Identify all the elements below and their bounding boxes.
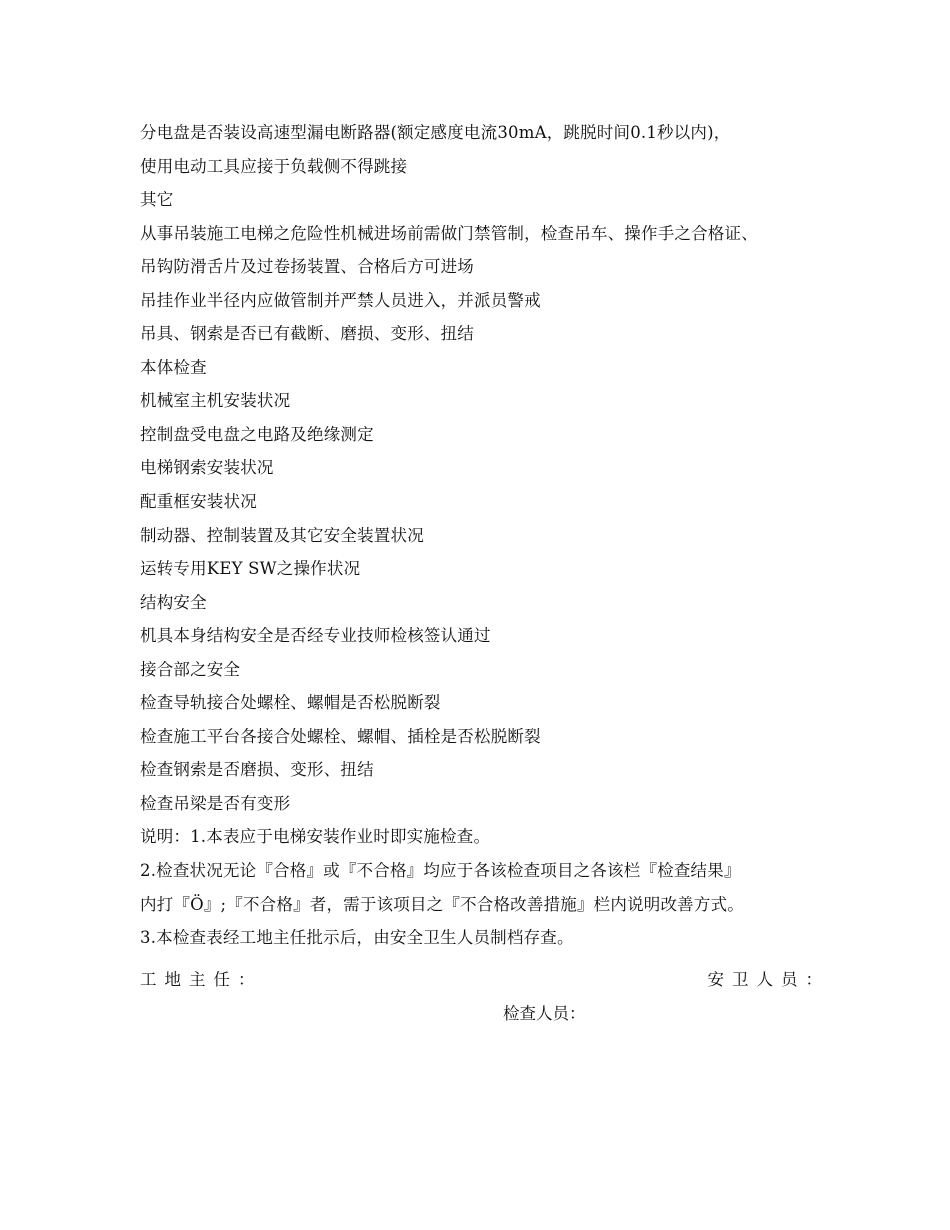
document-body xyxy=(140,116,830,955)
site-director-signature-label: 工地主任： xyxy=(140,970,263,989)
text-line: 吊具、钢索是否已有截断、磨损、变形、扭结 xyxy=(140,324,474,344)
text-line: 吊钩防滑舌片及过卷扬装置、合格后方可进场 xyxy=(140,257,474,277)
text-line: 机具本身结构安全是否经专业技师检核签认通过 xyxy=(140,626,491,646)
inspector-signature-label: 检查人员： xyxy=(503,1004,586,1023)
text-line: 从事吊装施工电梯之危险性机械进场前需做门禁管制，检查吊车、操作手之合格证、 xyxy=(140,223,758,243)
section-heading: 本体检查 xyxy=(140,357,207,377)
text-line: 使用电动工具应接于负载侧不得跳接 xyxy=(140,156,408,176)
text-line: 配重框安装状况 xyxy=(140,492,257,512)
section-heading: 结构安全 xyxy=(140,592,207,612)
note-line: 说明：1.本表应于电梯安装作业时即实施检查。 xyxy=(140,827,491,847)
text-line: 检查施工平台各接合处螺栓、螺帽、插栓是否松脱断裂 xyxy=(140,726,541,746)
section-heading: 接合部之安全 xyxy=(140,659,241,679)
text-line: 制动器、控制装置及其它安全装置状况 xyxy=(140,525,424,545)
text-line: 电梯钢索安装状况 xyxy=(140,458,274,478)
signature-row xyxy=(140,963,830,997)
text-line: 分电盘是否装设高速型漏电断路器(额定感度电流30mA，跳脱时间0.1秒以内)， xyxy=(140,123,731,142)
note-line: 2.检查状况无论『合格』或『不合格』均应于各该检查项目之各该栏『检查结果』 xyxy=(140,861,741,881)
note-line: 3.本检查表经工地主任批示后，由安全卫生人员制档存查。 xyxy=(140,928,574,948)
text-line: 控制盘受电盘之电路及绝缘测定 xyxy=(140,424,374,444)
text-line: 检查钢索是否磨损、变形、扭结 xyxy=(140,760,374,780)
text-line: 吊挂作业半径内应做管制并严禁人员进入，并派员警戒 xyxy=(140,290,541,310)
section-heading: 其它 xyxy=(140,190,174,210)
text-line: 运转专用KEY SW之操作状况 xyxy=(140,559,361,579)
text-line: 机械室主机安装状况 xyxy=(140,391,291,411)
safety-officer-signature-label: 安卫人员： xyxy=(707,970,830,989)
text-line: 检查吊梁是否有变形 xyxy=(140,793,291,813)
note-line: 内打『Ö』;『不合格』者，需于该项目之『不合格改善措施』栏内说明改善方式。 xyxy=(140,894,744,914)
text-line: 检查导轨接合处螺栓、螺帽是否松脱断裂 xyxy=(140,693,441,713)
